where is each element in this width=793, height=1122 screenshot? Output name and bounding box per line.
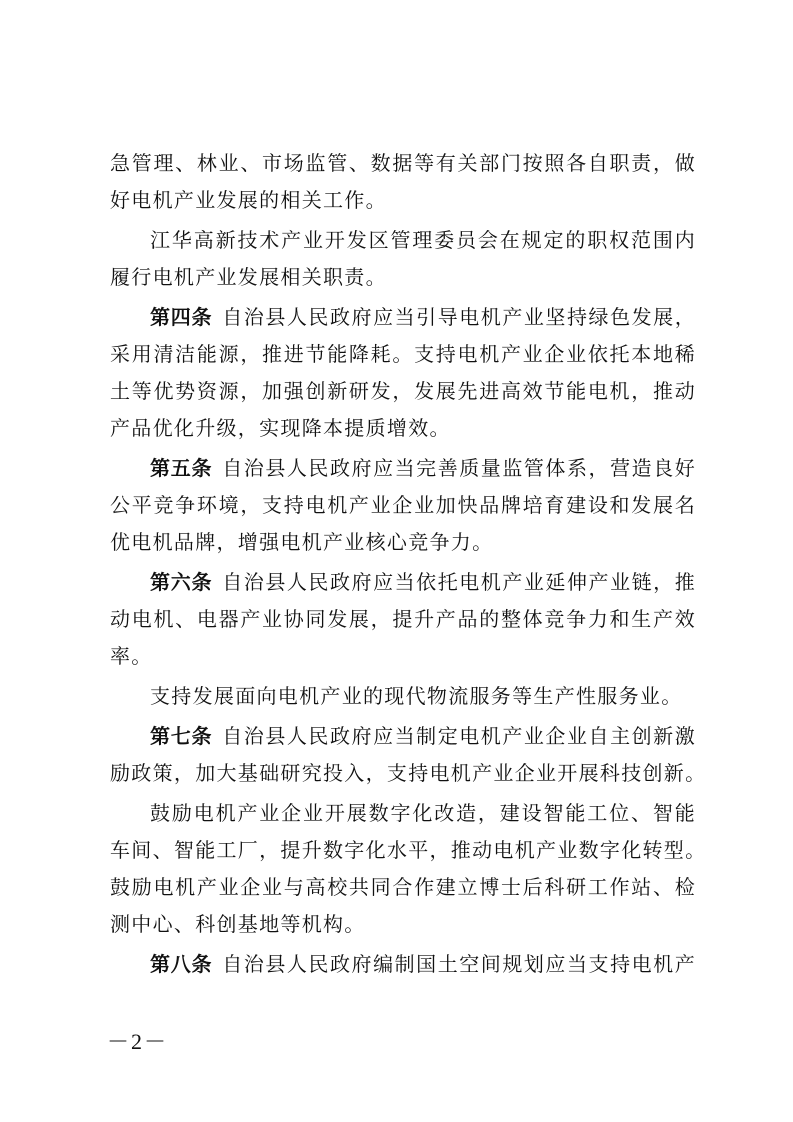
article-heading: 第四条 [150,305,213,329]
text-line: 励政策，加大基础研究投入，支持电机产业企业开展科技创新。 [110,761,707,785]
article-heading: 第六条 [150,570,213,594]
text-line: 车间、智能工厂，提升数字化水平，推动电机产业数字化转型。 [110,838,707,862]
body-text [110,145,707,983]
text-line: 鼓励电机产业企业与高校共同合作建立博士后科研工作站、检 [110,875,696,899]
article-6: 第六条 自治县人民政府应当依托电机产业延伸产业链，推 [150,570,697,594]
paragraph-digital: 鼓励电机产业企业开展数字化改造，建设智能工位、智能 [150,801,696,825]
article-8: 第八条 自治县人民政府编制国土空间规划应当支持电机产 [150,952,697,976]
paragraph-logistics: 支持发展面向电机产业的现代物流服务等生产性服务业。 [150,684,683,708]
article-heading: 第五条 [150,456,213,480]
text-line: 公平竞争环境，支持电机产业企业加快品牌培育建设和发展名 [110,493,696,517]
text-line: 履行电机产业发展相关职责。 [110,265,387,289]
paragraph-development-zone: 江华高新技术产业开发区管理委员会在规定的职权范围内 [150,228,696,252]
text-line: 土等优势资源，加强创新研发，发展先进高效节能电机，推动 [110,379,696,403]
text-line: 好电机产业发展的相关工作。 [110,188,387,212]
page-number: －2－ [107,1029,169,1054]
text-line: 优电机品牌，增强电机产业核心竞争力。 [110,530,494,554]
text-line: 采用清洁能源，推进节能降耗。支持电机产业企业依托本地稀 [110,342,696,366]
text-line: 动电机、电器产业协同发展，提升产品的整体竞争力和生产效 [110,607,696,631]
article-4: 第四条 自治县人民政府应当引导电机产业坚持绿色发展， [150,305,697,329]
text-line: 产品优化升级，实现降本提质增效。 [110,416,451,440]
article-5: 第五条 自治县人民政府应当完善质量监管体系，营造良好 [150,456,697,480]
text-line: 测中心、科创基地等机构。 [110,912,366,936]
article-heading: 第七条 [150,724,213,748]
article-7: 第七条 自治县人民政府应当制定电机产业企业自主创新激 [150,724,697,748]
article-heading: 第八条 [150,952,213,976]
text-line: 率。 [110,644,153,668]
text-line: 急管理、林业、市场监管、数据等有关部门按照各自职责，做 [110,151,696,175]
